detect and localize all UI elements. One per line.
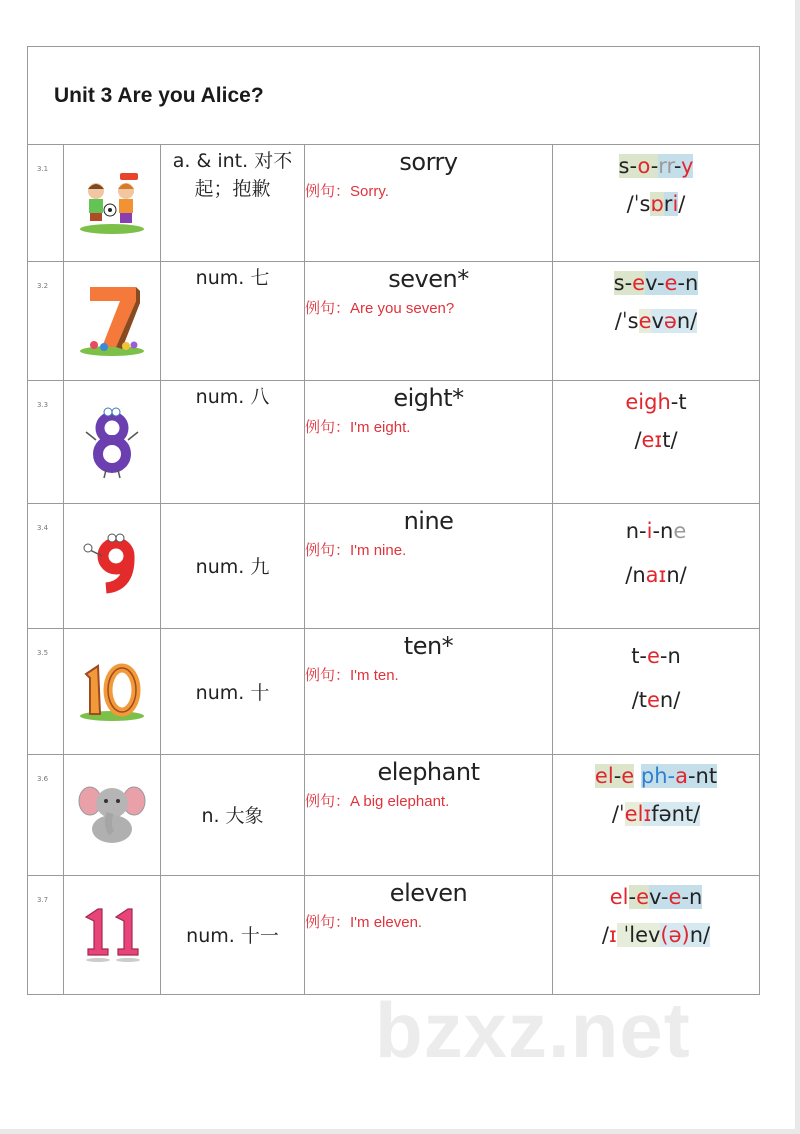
ipa-transcription: /ˈelɪfənt/ [611, 802, 701, 826]
row-image [64, 629, 161, 755]
table-row [28, 381, 760, 504]
row-word: seven* [388, 265, 469, 293]
phonics-breakdown: el-ev-e-n [609, 885, 703, 909]
phonics-breakdown: el-e ph-a-nt [594, 764, 718, 788]
row-index: 3.1 [28, 145, 64, 262]
row-meaning: a. & int. 对不起；抱歉 [172, 150, 293, 200]
elephant-icon [76, 777, 148, 849]
ipa-transcription: /naɪn/ [625, 563, 687, 587]
row-image [64, 876, 161, 995]
row-index: 3.6 [28, 755, 64, 876]
row-phonics [553, 504, 760, 629]
row-meaning: num. 七 [195, 267, 270, 289]
ipa-transcription: /ˈsevən/ [614, 309, 698, 333]
row-example: 例句：I'm nine. [305, 541, 407, 559]
row-word: elephant [377, 758, 480, 786]
row-example: 例句：I'm eleven. [305, 913, 423, 931]
table-row [28, 504, 760, 629]
phonics-breakdown: t-e-n [631, 644, 681, 668]
ipa-transcription: /eɪt/ [634, 428, 678, 452]
table-row [28, 876, 760, 995]
row-meaning: num. 八 [195, 386, 270, 408]
row-index: 3.4 [28, 504, 64, 629]
table-row [28, 629, 760, 755]
row-index: 3.3 [28, 381, 64, 504]
table-row [28, 262, 760, 381]
two-boys-sorry-soccer-icon [76, 165, 148, 237]
vocabulary-table [27, 46, 760, 995]
phonics-breakdown: n-i-ne [625, 519, 687, 543]
page-title: Unit 3 Are you Alice? [54, 83, 264, 107]
row-index: 3.5 [28, 629, 64, 755]
number-eleven-character-icon [76, 903, 148, 963]
row-image [64, 504, 161, 629]
phonics-breakdown: s-o-rr-y [618, 154, 694, 178]
row-meaning: num. 十一 [186, 925, 279, 947]
row-example: 例句：Are you seven? [305, 299, 455, 317]
row-word: eight* [393, 384, 464, 412]
row-phonics [553, 262, 760, 381]
row-phonics [553, 755, 760, 876]
number-nine-character-icon [76, 528, 148, 600]
ipa-transcription: /ˈsɒri/ [626, 192, 686, 216]
row-example: 例句：I'm eight. [305, 418, 411, 436]
row-image [64, 262, 161, 381]
table-row [28, 755, 760, 876]
row-image [64, 145, 161, 262]
ipa-transcription: /ten/ [631, 688, 681, 712]
row-word: eleven [389, 879, 468, 907]
title-row [28, 47, 760, 145]
table-row [28, 145, 760, 262]
row-example: 例句：I'm ten. [305, 666, 399, 684]
row-phonics [553, 629, 760, 755]
row-example: 例句：A big elephant. [305, 792, 450, 810]
row-image [64, 381, 161, 504]
row-phonics [553, 381, 760, 504]
row-example: 例句：Sorry. [305, 182, 389, 200]
row-meaning: num. 十 [195, 681, 270, 704]
ipa-transcription: /ɪ ˈlev(ə)n/ [601, 923, 711, 947]
row-image [64, 755, 161, 876]
row-word: nine [403, 507, 454, 535]
phonics-breakdown: eigh-t [625, 390, 687, 414]
number-seven-icon [76, 279, 148, 359]
number-ten-icon [76, 654, 148, 726]
row-meaning: n. 大象 [201, 805, 264, 827]
row-word: sorry [399, 148, 458, 176]
watermark: bzxz.net [375, 986, 691, 1074]
number-eight-character-icon [76, 400, 148, 480]
row-meaning: num. 九 [195, 556, 270, 578]
row-phonics [553, 876, 760, 995]
phonics-breakdown: s-ev-e-n [613, 271, 699, 295]
row-phonics [553, 145, 760, 262]
row-index: 3.2 [28, 262, 64, 381]
row-word: ten* [403, 632, 454, 660]
row-index: 3.7 [28, 876, 64, 995]
